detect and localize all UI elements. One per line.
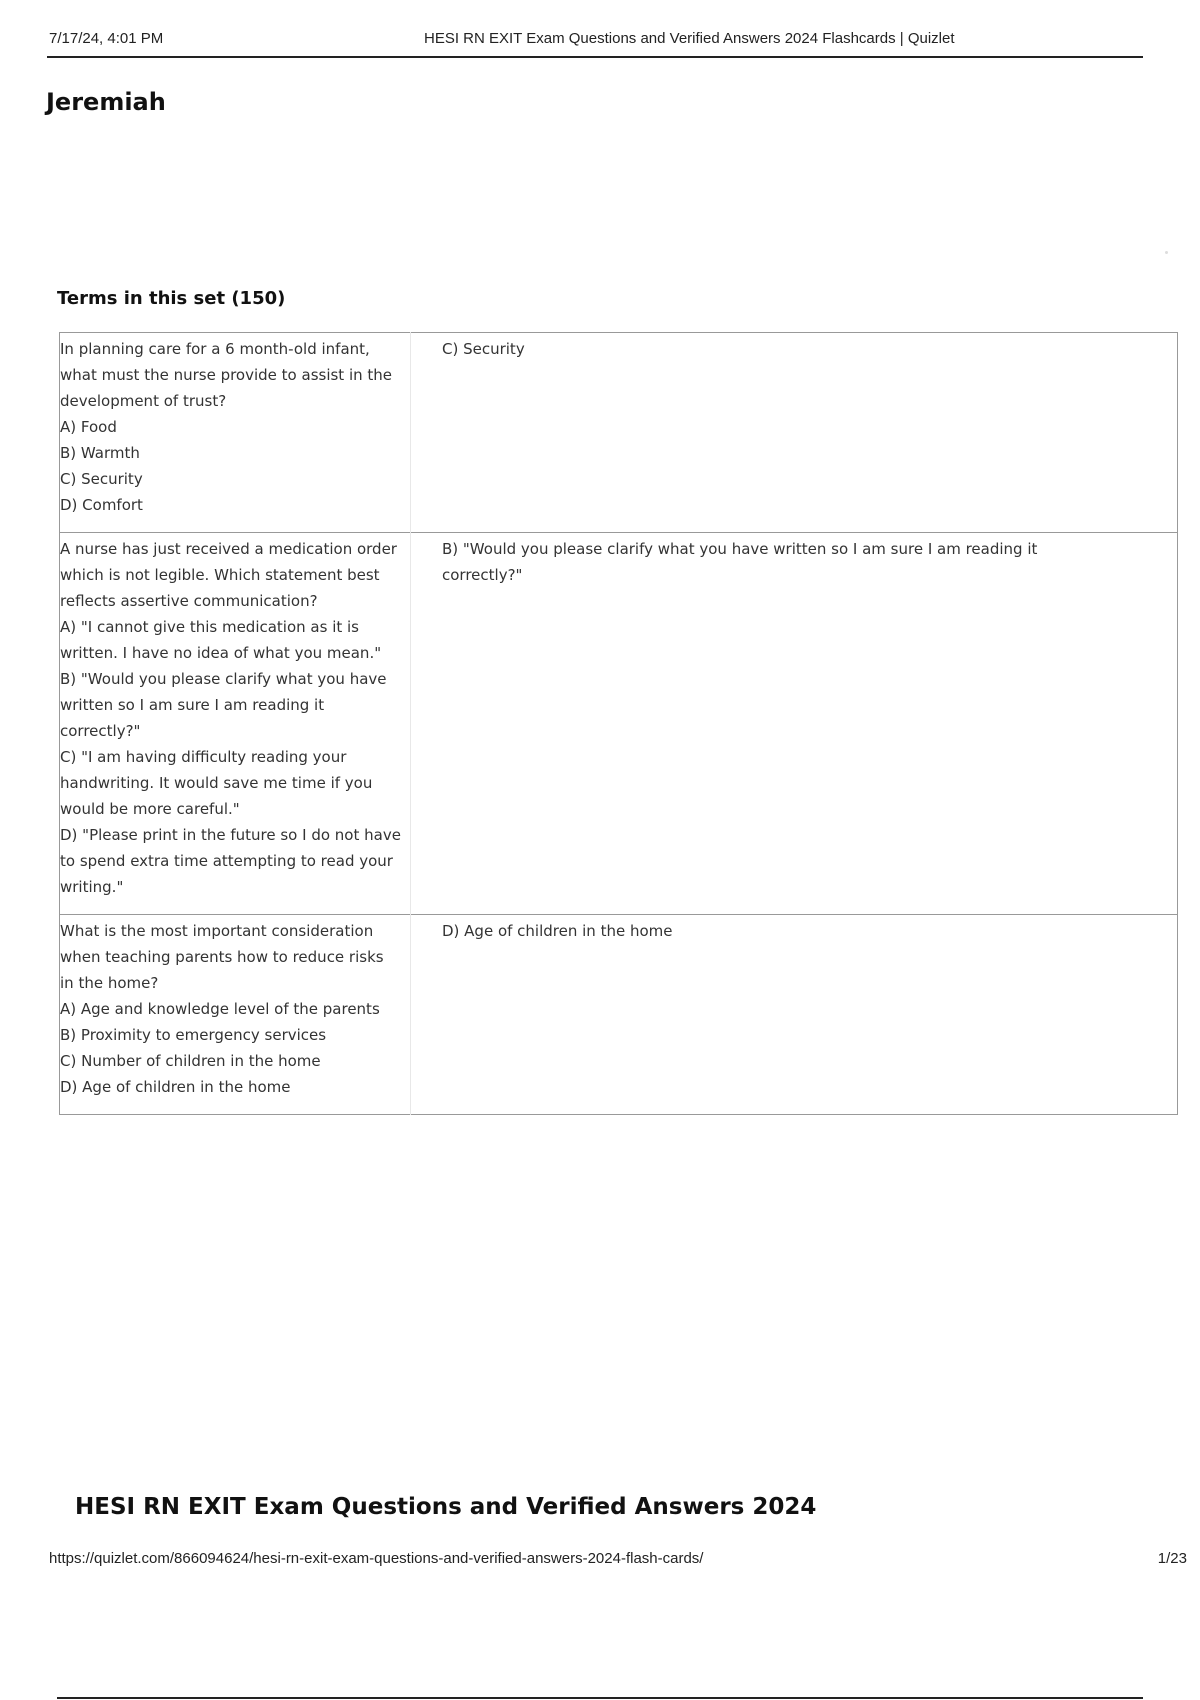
term-line: which is not legible. Which statement best <box>60 566 380 584</box>
term-line: written. I have no idea of what you mean." <box>60 644 382 662</box>
term-line: In planning care for a 6 month-old infant, <box>60 340 370 358</box>
term-line: development of trust? <box>60 392 227 410</box>
definition-line: C) Security <box>442 340 525 358</box>
flashcard-definition <box>411 915 1178 1115</box>
flashcard-term <box>60 915 411 1115</box>
flashcard-definition <box>411 333 1178 533</box>
term-line: What is the most important consideration <box>60 922 374 940</box>
term-line: would be more careful." <box>60 800 240 818</box>
term-line: what must the nurse provide to assist in the <box>60 366 393 384</box>
term-line: handwriting. It would save me time if you <box>60 774 373 792</box>
terms-heading: Terms in this set (150) <box>57 288 286 309</box>
page-number: 1/23 <box>1157 1550 1187 1567</box>
user-name: Jeremiah <box>46 88 166 116</box>
term-line: B) "Would you please clarify what you have <box>60 670 387 688</box>
term-line: C) "I am having difficulty reading your <box>60 748 347 766</box>
bottom-divider <box>57 1697 1143 1699</box>
term-line: B) Warmth <box>60 444 140 462</box>
term-line: writing." <box>60 878 124 896</box>
definition-line: D) Age of children in the home <box>442 922 673 940</box>
flashcard-term <box>60 333 411 533</box>
print-document-title: HESI RN EXIT Exam Questions and Verified Answers 2024 Flashcards | Quizlet <box>424 30 955 47</box>
definition-line: B) "Would you please clarify what you have written so I am sure I am reading it <box>442 540 1038 558</box>
flashcard-row <box>60 915 1178 1115</box>
page-url: https://quizlet.com/866094624/hesi-rn-exit-exam-questions-and-verified-answers-2024-flash-cards/ <box>49 1550 704 1567</box>
term-line: D) Age of children in the home <box>60 1078 291 1096</box>
print-header <box>47 28 1143 58</box>
term-line: A) Food <box>60 418 117 436</box>
term-line: to spend extra time attempting to read your <box>60 852 393 870</box>
print-datetime: 7/17/24, 4:01 PM <box>49 30 164 47</box>
flashcard-row <box>60 333 1178 533</box>
terms-table-body <box>60 333 1178 1115</box>
term-line: when teaching parents how to reduce risks <box>60 948 384 966</box>
term-line: written so I am sure I am reading it <box>60 696 325 714</box>
term-line: C) Number of children in the home <box>60 1052 321 1070</box>
flashcard-definition <box>411 533 1178 915</box>
terms-table <box>59 332 1178 1115</box>
definition-line: correctly?" <box>442 566 523 584</box>
term-line: reflects assertive communication? <box>60 592 318 610</box>
term-line: D) Comfort <box>60 496 143 514</box>
term-line: C) Security <box>60 470 143 488</box>
term-line: in the home? <box>60 974 159 992</box>
decorative-dot <box>1165 251 1168 254</box>
term-line: B) Proximity to emergency services <box>60 1026 327 1044</box>
term-line: A) Age and knowledge level of the parents <box>60 1000 380 1018</box>
set-title: HESI RN EXIT Exam Questions and Verified Answers 2024 <box>75 1494 817 1520</box>
flashcard-row <box>60 533 1178 915</box>
term-line: D) "Please print in the future so I do not have <box>60 826 401 844</box>
term-line: A nurse has just received a medication order <box>60 540 397 558</box>
term-line: A) "I cannot give this medication as it is <box>60 618 359 636</box>
term-line: correctly?" <box>60 722 141 740</box>
flashcard-term <box>60 533 411 915</box>
